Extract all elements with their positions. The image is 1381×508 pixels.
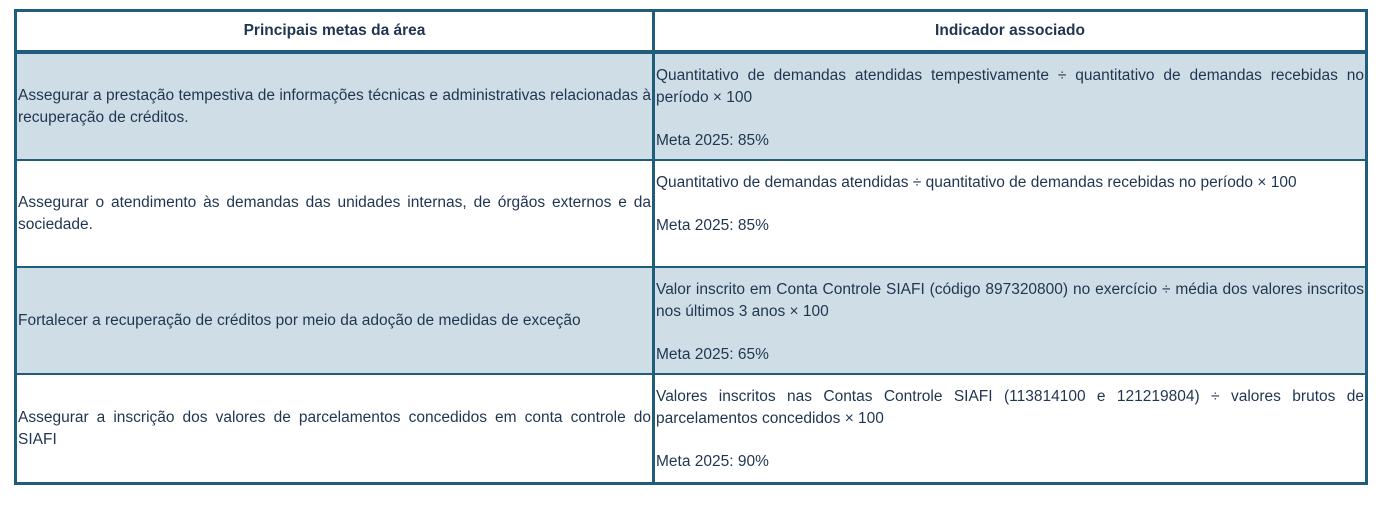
table-row	[17, 268, 1365, 375]
goal-cell: Assegurar a prestação tempestiva de informações técnicas e administrativas relacionadas à recuperação de créditos.	[17, 54, 655, 159]
goal-cell: Assegurar a inscrição dos valores de parcelamentos concedidos em conta controle do SIAFI	[17, 375, 655, 482]
table-row	[17, 54, 1365, 161]
goal-cell: Assegurar o atendimento às demandas das unidades internas, de órgãos externos e da sociedade.	[17, 161, 655, 266]
indicator-cell	[655, 161, 1365, 266]
indicator-cell	[655, 268, 1365, 373]
goal-cell: Fortalecer a recuperação de créditos por meio da adoção de medidas de exceção	[17, 268, 655, 373]
indicator-target: Meta 2025: 85%	[656, 217, 769, 234]
indicator-formula: Valores inscritos nas Contas Controle SIAFI (113814100 e 121219804) ÷ valores brutos de parcelamentos concedidos × 100	[656, 388, 1364, 427]
header-goals: Principais metas da área	[17, 12, 655, 50]
table-row	[17, 161, 1365, 268]
indicator-target: Meta 2025: 90%	[656, 453, 769, 470]
table-header-row	[17, 12, 1365, 54]
indicator-target: Meta 2025: 85%	[656, 132, 769, 149]
indicator-cell	[655, 375, 1365, 482]
goals-table	[14, 9, 1368, 485]
indicator-formula: Quantitativo de demandas atendidas tempestivamente ÷ quantitativo de demandas recebidas no período × 100	[656, 67, 1364, 106]
indicator-formula: Quantitativo de demandas atendidas ÷ quantitativo de demandas recebidas no período × 100	[656, 174, 1297, 191]
header-indicator: Indicador associado	[935, 22, 1085, 39]
indicator-target: Meta 2025: 65%	[656, 346, 769, 363]
table-row	[17, 375, 1365, 482]
indicator-formula: Valor inscrito em Conta Controle SIAFI (código 897320800) no exercício ÷ média dos valores inscritos nos últimos 3 anos × 100	[656, 281, 1364, 320]
indicator-cell	[655, 54, 1365, 159]
